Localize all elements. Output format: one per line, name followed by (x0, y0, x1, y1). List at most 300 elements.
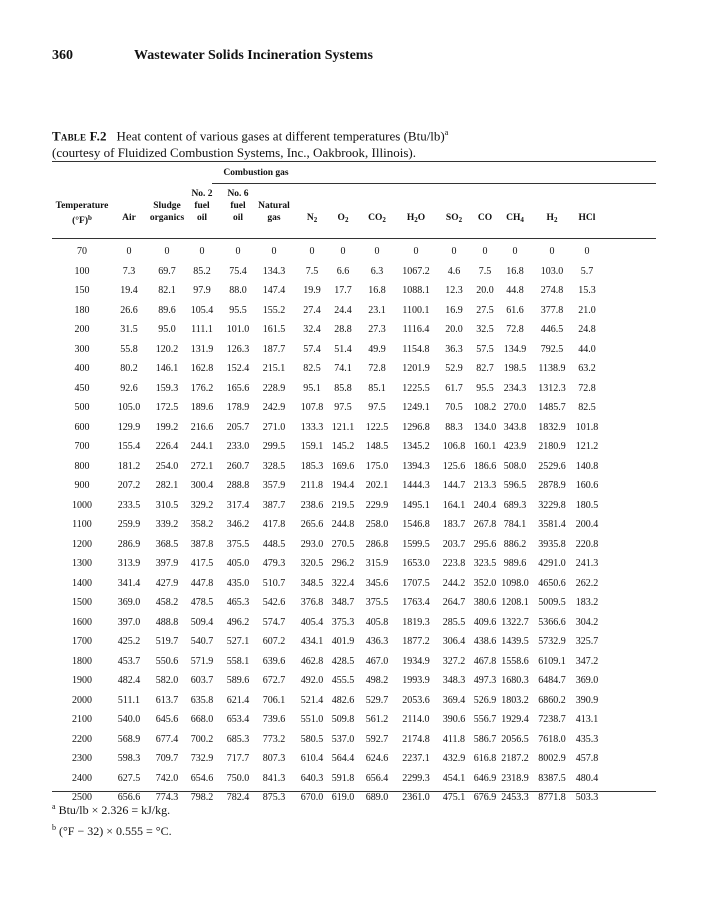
table-cell: 453.7 (117, 655, 141, 667)
table-cell: 300.4 (190, 480, 214, 491)
table-cell: 216.6 (190, 421, 214, 433)
table-cell: 23.1 (368, 304, 386, 316)
bottom-rule (52, 791, 656, 792)
table-cell: 262.2 (575, 577, 599, 589)
table-label: Table F.2 (52, 128, 107, 144)
table-cell: 670.0 (300, 792, 324, 803)
table-cell: 496.2 (226, 616, 250, 628)
table-cell: 6.6 (336, 265, 350, 277)
table-cell: 592.7 (365, 733, 389, 745)
table-cell: 286.9 (117, 538, 141, 550)
table-cell: 274.8 (540, 285, 564, 296)
table-cell: 57.5 (476, 343, 494, 355)
table-cell: 645.6 (155, 714, 179, 725)
table-cell: 82.5 (303, 363, 321, 374)
temperature-cell: 1600 (72, 616, 92, 628)
table-cell: 0 (584, 246, 590, 257)
temperature-cell: 1000 (72, 499, 92, 511)
temperature-cell: 1800 (72, 655, 92, 667)
table-cell: 12.3 (445, 285, 463, 296)
table-row (52, 438, 656, 458)
table-cell: 1485.7 (538, 402, 566, 413)
table-cell: 97.5 (368, 402, 386, 413)
table-cell: 44.0 (578, 343, 596, 355)
table-row (52, 399, 656, 419)
table-cell: 203.7 (442, 538, 466, 550)
table-cell: 792.5 (540, 343, 564, 355)
table-cell: 306.4 (442, 636, 466, 647)
table-cell: 234.3 (503, 382, 527, 394)
temperature-cell: 1400 (72, 577, 92, 589)
table-row (52, 750, 656, 770)
table-cell: 129.9 (117, 421, 141, 433)
table-cell: 428.5 (331, 655, 355, 667)
column-header-3: No. 2 fuel oil (191, 189, 213, 223)
table-cell: 413.1 (575, 714, 599, 725)
table-row (52, 555, 656, 575)
table-cell: 1680.3 (501, 675, 529, 686)
running-title: Wastewater Solids Incineration Systems (134, 48, 373, 63)
table-cell: 436.3 (365, 636, 389, 647)
table-cell: 462.8 (300, 655, 324, 667)
table-cell: 1296.8 (402, 421, 430, 433)
table-cell: 2318.9 (501, 772, 529, 784)
table-cell: 61.7 (445, 382, 463, 394)
table-cell: 527.1 (226, 636, 250, 647)
table-cell: 411.8 (442, 733, 466, 745)
caption-source: (courtesy of Fluidized Combustion Systems, Inc., Oakbrook, Illinois). (52, 145, 416, 161)
temperature-cell: 1500 (72, 597, 92, 608)
table-cell: 1546.8 (402, 519, 430, 530)
table-cell: 6860.2 (538, 694, 566, 706)
table-cell: 435.3 (575, 733, 599, 745)
temperature-cell: 800 (74, 460, 90, 472)
table-cell: 1495.1 (402, 499, 430, 511)
table-cell: 457.8 (575, 753, 599, 764)
column-header-12: $CH_4$ (506, 213, 524, 224)
table-cell: 107.8 (300, 402, 324, 413)
temperature-cell: 180 (74, 304, 90, 316)
table-cell: 479.3 (262, 558, 286, 569)
table-row (52, 672, 656, 692)
table-cell: 447.8 (190, 577, 214, 589)
table-cell: 7.3 (122, 265, 136, 277)
table-cell: 672.7 (262, 675, 286, 686)
table-cell: 233.5 (117, 499, 141, 511)
table-cell: 598.3 (117, 753, 141, 764)
temperature-cell: 2200 (72, 733, 92, 745)
table-cell: 368.5 (155, 538, 179, 550)
table-row (52, 263, 656, 283)
temperature-cell: 2000 (72, 694, 92, 706)
table-row (52, 653, 656, 673)
table-cell: 1763.4 (402, 597, 430, 608)
table-cell: 223.8 (442, 558, 466, 569)
table-cell: 455.5 (331, 675, 355, 686)
table-cell: 19.4 (120, 285, 138, 296)
table-cell: 1929.4 (501, 714, 529, 725)
table-cell: 140.8 (575, 460, 599, 472)
table-cell: 0 (374, 246, 380, 257)
table-cell: 8771.8 (538, 792, 566, 803)
table-cell: 467.8 (473, 655, 497, 667)
table-cell: 72.8 (506, 324, 524, 335)
column-header-2: Sludge organics (149, 201, 185, 223)
table-cell: 165.6 (226, 382, 250, 394)
temperature-cell: 300 (74, 343, 90, 355)
table-cell: 2187.2 (501, 753, 529, 764)
table-cell: 346.2 (226, 519, 250, 530)
table-cell: 82.1 (158, 285, 176, 296)
table-cell: 49.9 (368, 343, 386, 355)
table-row (52, 282, 656, 302)
table-cell: 750.0 (226, 772, 250, 784)
table-cell: 162.8 (190, 363, 214, 374)
table-cell: 169.6 (331, 460, 355, 472)
table-cell: 70.5 (445, 402, 463, 413)
table-cell: 160.6 (575, 480, 599, 491)
table-cell: 97.9 (193, 285, 211, 296)
table-cell: 784.1 (503, 519, 527, 530)
table-cell: 267.8 (473, 519, 497, 530)
table-cell: 375.5 (365, 597, 389, 608)
table-cell: 108.2 (473, 402, 497, 413)
table-cell: 348.3 (442, 675, 466, 686)
table-cell: 159.3 (155, 382, 179, 394)
table-cell: 121.2 (575, 441, 599, 452)
table-cell: 152.4 (226, 363, 250, 374)
temperature-cell: 2300 (72, 753, 92, 764)
table-cell: 286.8 (365, 538, 389, 550)
table-cell: 417.8 (262, 519, 286, 530)
table-cell: 181.2 (117, 460, 141, 472)
table-cell: 886.2 (503, 538, 527, 550)
table-cell: 1116.4 (402, 324, 430, 335)
table-cell: 807.3 (262, 753, 286, 764)
table-cell: 327.2 (442, 655, 466, 667)
table-cell: 475.1 (442, 792, 466, 803)
table-cell: 478.5 (190, 597, 214, 608)
temperature-cell: 1100 (72, 519, 92, 530)
table-cell: 322.4 (331, 577, 355, 589)
table-cell: 95.5 (229, 304, 247, 316)
table-cell: 1088.1 (402, 285, 430, 296)
group-rule (212, 183, 656, 184)
table-row (52, 321, 656, 341)
table-cell: 310.5 (155, 499, 179, 511)
table-cell: 2053.6 (402, 694, 430, 706)
table-cell: 7238.7 (538, 714, 566, 725)
table-cell: 323.5 (473, 558, 497, 569)
table-cell: 202.1 (365, 480, 389, 491)
table-cell: 0 (482, 246, 488, 257)
table-cell: 646.9 (473, 772, 497, 784)
table-cell: 427.9 (155, 577, 179, 589)
table-cell: 226.4 (155, 441, 179, 452)
table-cell: 238.6 (300, 499, 324, 511)
table-cell: 320.5 (300, 558, 324, 569)
table-cell: 185.3 (300, 460, 324, 472)
table-cell: 591.8 (331, 772, 355, 784)
table-cell: 1225.5 (402, 382, 430, 394)
table-cell: 465.3 (226, 597, 250, 608)
table-cell: 582.0 (155, 675, 179, 686)
temperature-cell: 500 (74, 402, 90, 413)
table-cell: 111.1 (191, 324, 213, 335)
table-cell: 15.3 (578, 285, 596, 296)
table-cell: 387.8 (190, 538, 214, 550)
table-cell: 180.5 (575, 499, 599, 511)
table-cell: 0 (512, 246, 518, 257)
table-row (52, 770, 656, 790)
column-header-11: CO (477, 213, 493, 223)
table-cell: 571.9 (190, 655, 214, 667)
table-cell: 101.0 (226, 324, 250, 335)
table-cell: 405.4 (300, 616, 324, 628)
table-cell: 187.7 (262, 343, 286, 355)
table-cell: 134.0 (473, 421, 497, 433)
table-cell: 44.8 (506, 285, 524, 296)
table-cell: 521.4 (300, 694, 324, 706)
table-cell: 875.3 (262, 792, 286, 803)
table-cell: 72.8 (578, 382, 596, 394)
table-cell: 0 (549, 246, 555, 257)
table-cell: 89.6 (158, 304, 176, 316)
table-cell: 1249.1 (402, 402, 430, 413)
table-cell: 2180.9 (538, 441, 566, 452)
table-cell: 603.7 (190, 675, 214, 686)
table-cell: 329.2 (190, 499, 214, 511)
header-rule (52, 238, 656, 239)
table-cell: 482.6 (331, 694, 355, 706)
table-cell: 24.4 (334, 304, 352, 316)
table-cell: 540.7 (190, 636, 214, 647)
table-cell: 700.2 (190, 733, 214, 745)
table-cell: 211.8 (300, 480, 324, 491)
table-cell: 259.9 (117, 519, 141, 530)
table-cell: 254.0 (155, 460, 179, 472)
table-cell: 458.2 (155, 597, 179, 608)
table-row (52, 419, 656, 439)
table-cell: 147.4 (262, 285, 286, 296)
table-cell: 85.1 (368, 382, 386, 394)
caption-footnote-marker: a (444, 128, 449, 137)
table-cell: 32.5 (476, 324, 494, 335)
temperature-cell: 2500 (72, 792, 92, 803)
table-cell: 19.9 (303, 285, 321, 296)
table-cell: 105.0 (117, 402, 141, 413)
table-cell: 95.5 (476, 382, 494, 394)
table-cell: 97.5 (334, 402, 352, 413)
footnotes (52, 798, 172, 840)
table-cell: 589.6 (226, 675, 250, 686)
table-row (52, 711, 656, 731)
table-cell: 313.9 (117, 558, 141, 569)
page-header (52, 48, 667, 68)
table-cell: 299.5 (262, 441, 286, 452)
table-cell: 51.4 (334, 343, 352, 355)
table-cell: 88.0 (229, 285, 247, 296)
table-cell: 85.8 (334, 382, 352, 394)
table-cell: 52.9 (445, 363, 463, 374)
table-cell: 358.2 (190, 519, 214, 530)
table-cell: 357.9 (262, 480, 286, 491)
table-cell: 397.9 (155, 558, 179, 569)
table-cell: 27.5 (476, 304, 494, 316)
table-cell: 7618.0 (538, 733, 566, 745)
table-cell: 519.7 (155, 636, 179, 647)
table-cell: 509.8 (331, 714, 355, 725)
table-cell: 561.2 (365, 714, 389, 725)
column-header-14: HCl (578, 213, 596, 223)
table-cell: 624.6 (365, 753, 389, 764)
table-cell: 146.1 (155, 363, 179, 374)
table-cell: 155.2 (262, 304, 286, 316)
table-cell: 148.5 (365, 441, 389, 452)
table-cell: 244.1 (190, 441, 214, 452)
table-cell: 74.1 (334, 363, 352, 374)
table-cell: 160.1 (473, 441, 497, 452)
table-cell: 1832.9 (538, 421, 566, 433)
table-cell: 0 (235, 246, 241, 257)
table-cell: 1100.1 (402, 304, 430, 316)
table-cell: 656.6 (117, 792, 141, 803)
table-cell: 80.2 (120, 363, 138, 374)
table-cell: 75.4 (229, 265, 247, 277)
table-cell: 2361.0 (402, 792, 430, 803)
table-cell: 742.0 (155, 772, 179, 784)
temperature-cell: 1200 (72, 538, 92, 550)
table-cell: 635.8 (190, 694, 214, 706)
table-cell: 574.7 (262, 616, 286, 628)
temperature-cell: 150 (74, 285, 90, 296)
table-cell: 1138.9 (538, 363, 566, 374)
table-cell: 435.0 (226, 577, 250, 589)
table-cell: 264.7 (442, 597, 466, 608)
table-cell: 178.9 (226, 402, 250, 413)
column-header-7: $O_2$ (337, 213, 349, 224)
table-cell: 627.5 (117, 772, 141, 784)
table-cell: 120.2 (155, 343, 179, 355)
table-cell: 369.4 (442, 694, 466, 706)
table-cell: 233.0 (226, 441, 250, 452)
table-cell: 183.7 (442, 519, 466, 530)
table-cell: 207.2 (117, 480, 141, 491)
table-cell: 492.0 (300, 675, 324, 686)
table-cell: 36.3 (445, 343, 463, 355)
table-cell: 134.3 (262, 265, 286, 277)
table-cell: 717.7 (226, 753, 250, 764)
table-cell: 0 (164, 246, 170, 257)
table-row (52, 731, 656, 751)
table-cell: 467.0 (365, 655, 389, 667)
table-cell: 347.2 (575, 655, 599, 667)
table-cell: 176.2 (190, 382, 214, 394)
table-cell: 568.9 (117, 733, 141, 745)
table-cell: 739.6 (262, 714, 286, 725)
table-cell: 228.9 (262, 382, 286, 394)
table-cell: 656.4 (365, 772, 389, 784)
table-cell: 265.6 (300, 519, 324, 530)
caption-text: Heat content of various gases at different temperatures (Btu/lb) (116, 128, 445, 144)
table-cell: 219.5 (331, 499, 355, 511)
group-header: Combustion gas (223, 168, 289, 178)
table-cell: 1819.3 (402, 616, 430, 628)
table-cell: 242.9 (262, 402, 286, 413)
table-cell: 6109.1 (538, 655, 566, 667)
table-row (52, 516, 656, 536)
table-cell: 1599.5 (402, 538, 430, 550)
table-cell: 24.8 (578, 324, 596, 335)
table-cell: 271.0 (262, 421, 286, 433)
table-cell: 164.1 (442, 499, 466, 511)
table-cell: 69.7 (158, 265, 176, 277)
table-cell: 6484.7 (538, 675, 566, 686)
table-cell: 8387.5 (538, 772, 566, 784)
table-cell: 213.3 (473, 480, 497, 491)
table-cell: 390.6 (442, 714, 466, 725)
table-cell: 596.5 (503, 480, 527, 491)
table-cell: 328.5 (262, 460, 286, 472)
top-rule (52, 161, 656, 162)
table-cell: 773.2 (262, 733, 286, 745)
table-cell: 387.7 (262, 499, 286, 511)
table-row (52, 302, 656, 322)
table-cell: 7.5 (478, 265, 492, 277)
table-cell: 2114.0 (402, 714, 430, 725)
table-cell: 989.6 (503, 558, 527, 569)
table-cell: 28.8 (334, 324, 352, 335)
table-row (52, 633, 656, 653)
column-header-5: Natural gas (258, 201, 290, 223)
table-cell: 31.5 (120, 324, 138, 335)
table-cell: 5009.5 (538, 597, 566, 608)
table-cell: 92.6 (120, 382, 138, 394)
table-cell: 1444.3 (402, 480, 430, 491)
table-cell: 85.2 (193, 265, 211, 277)
table-cell: 1312.3 (538, 382, 566, 394)
table-cell: 2237.1 (402, 753, 430, 764)
column-header-8: $CO_2$ (368, 213, 386, 224)
table-cell: 2299.3 (402, 772, 430, 784)
table-cell: 798.2 (190, 792, 214, 803)
table-cell: 0 (413, 246, 419, 257)
table-cell: 1653.0 (402, 558, 430, 569)
table-cell: 95.0 (158, 324, 176, 335)
temperature-cell: 2100 (72, 714, 92, 725)
table-cell: 3229.8 (538, 499, 566, 511)
table-cell: 7.5 (305, 265, 319, 277)
table-cell: 145.2 (331, 441, 355, 452)
table-cell: 369.0 (117, 597, 141, 608)
table-cell: 215.1 (262, 363, 286, 374)
table-cell: 134.9 (503, 343, 527, 355)
table-cell: 653.4 (226, 714, 250, 725)
table-cell: 616.8 (473, 753, 497, 764)
table-cell: 95.1 (303, 382, 321, 394)
table-cell: 270.5 (331, 538, 355, 550)
table-cell: 434.1 (300, 636, 324, 647)
table-row (52, 692, 656, 712)
table-cell: 101.8 (575, 421, 599, 433)
table-caption (52, 124, 662, 161)
column-header-9: $H_2O$ (406, 213, 426, 224)
table-cell: 6.3 (370, 265, 384, 277)
table-cell: 82.5 (578, 402, 596, 413)
table-cell: 1439.5 (501, 636, 529, 647)
table-cell: 423.9 (503, 441, 527, 452)
table-row (52, 594, 656, 614)
